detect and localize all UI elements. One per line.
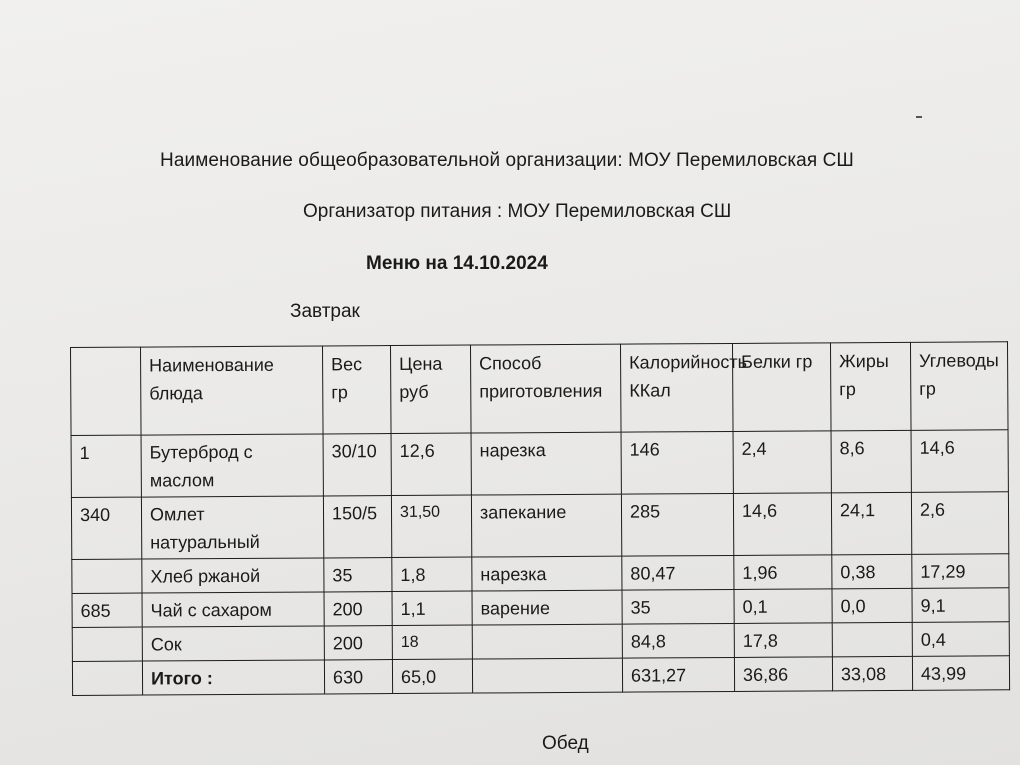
col-header-carbs: Углеводы гр <box>910 342 1008 431</box>
cell-price: 12,6 <box>391 433 471 495</box>
cell-calories: 84,8 <box>622 623 734 658</box>
menu-title: Меню на 14.10.2024 <box>366 253 548 274</box>
total-weight: 630 <box>324 660 392 694</box>
cell-method <box>472 624 622 659</box>
cell-dish: Хлеб ржаной <box>142 558 324 593</box>
cell-dish: Бутерброд с маслом <box>141 434 323 497</box>
cell-weight: 200 <box>324 626 392 660</box>
cell-calories: 146 <box>621 431 733 494</box>
supplier-line: Организатор питания : МОУ Перемиловская СШ <box>303 201 732 222</box>
total-fats: 33,08 <box>832 656 912 690</box>
total-price: 65,0 <box>392 659 472 693</box>
cell-proteins: 1,96 <box>734 555 832 590</box>
cell-fats: 24,1 <box>831 492 911 554</box>
cell-dish: Чай с сахаром <box>142 592 324 627</box>
cell-fats <box>832 622 912 656</box>
col-header-weight: Вес гр <box>322 346 391 434</box>
col-header-price: Цена руб <box>390 345 471 433</box>
cell-fats: 0,0 <box>832 588 912 622</box>
cell-calories: 80,47 <box>622 555 734 590</box>
paper-mark <box>916 116 922 118</box>
organization-line: Наименование общеобразовательной организации: МОУ Перемиловская СШ <box>160 150 854 171</box>
cell-price: 1,1 <box>392 591 472 625</box>
col-header-dish: Наименование блюда <box>141 346 324 435</box>
cell-dish: Сок <box>142 626 324 661</box>
cell-proteins: 17,8 <box>734 623 832 658</box>
total-carbs: 43,99 <box>912 656 1009 691</box>
cell-proteins: 2,4 <box>733 431 831 494</box>
cell-code: 685 <box>72 593 142 627</box>
cell-code <box>72 627 142 661</box>
cell-code: 340 <box>71 497 141 559</box>
cell-method: нарезка <box>471 432 621 495</box>
col-header-method: Способ приготовления <box>470 344 621 433</box>
total-calories: 631,27 <box>622 657 734 692</box>
cell-price: 31,50 <box>391 495 471 557</box>
col-header-proteins: Белки гр <box>732 343 831 432</box>
cell-proteins: 14,6 <box>733 493 831 556</box>
cell-weight: 200 <box>324 592 392 626</box>
cell-price: 1,8 <box>392 557 472 591</box>
cell-calories: 35 <box>622 589 734 624</box>
cell-method: нарезка <box>472 556 622 591</box>
cell-fats: 8,6 <box>831 430 911 492</box>
cell-carbs: 2,6 <box>911 492 1008 555</box>
col-header-code <box>71 347 142 435</box>
cell-carbs: 9,1 <box>912 588 1009 623</box>
cell-code: 1 <box>71 435 141 497</box>
cell-proteins: 0,1 <box>734 589 832 624</box>
cell-weight: 150/5 <box>323 496 391 558</box>
cell-carbs: 14,6 <box>911 430 1008 493</box>
total-label: Итого : <box>142 660 324 695</box>
table-header-row <box>71 342 1009 436</box>
meal-title-breakfast: Завтрак <box>290 301 360 322</box>
col-header-fats: Жиры гр <box>830 342 911 430</box>
cell-weight: 35 <box>324 558 392 592</box>
cell-method: запекание <box>471 494 621 557</box>
total-proteins: 36,86 <box>734 657 832 692</box>
table-total-row <box>72 656 1009 696</box>
table-row <box>72 622 1009 662</box>
table-row <box>71 492 1008 560</box>
cell-weight: 30/10 <box>323 434 391 496</box>
table-row <box>72 588 1009 628</box>
cell-carbs: 0,4 <box>912 622 1009 657</box>
total-code <box>72 661 142 695</box>
cell-calories: 285 <box>621 493 733 556</box>
cell-dish: Омлет натуральный <box>141 496 323 559</box>
cell-carbs: 17,29 <box>912 554 1009 589</box>
menu-table <box>70 341 1010 696</box>
meal-title-lunch: Обед <box>542 733 589 754</box>
cell-method: варение <box>472 590 622 625</box>
table-row <box>71 430 1008 498</box>
cell-price: 18 <box>392 625 472 659</box>
total-method <box>472 658 622 693</box>
cell-fats: 0,38 <box>832 554 912 588</box>
table-row <box>72 554 1009 594</box>
cell-code <box>72 559 142 593</box>
col-header-calories: Калорийность ККал <box>620 343 733 432</box>
